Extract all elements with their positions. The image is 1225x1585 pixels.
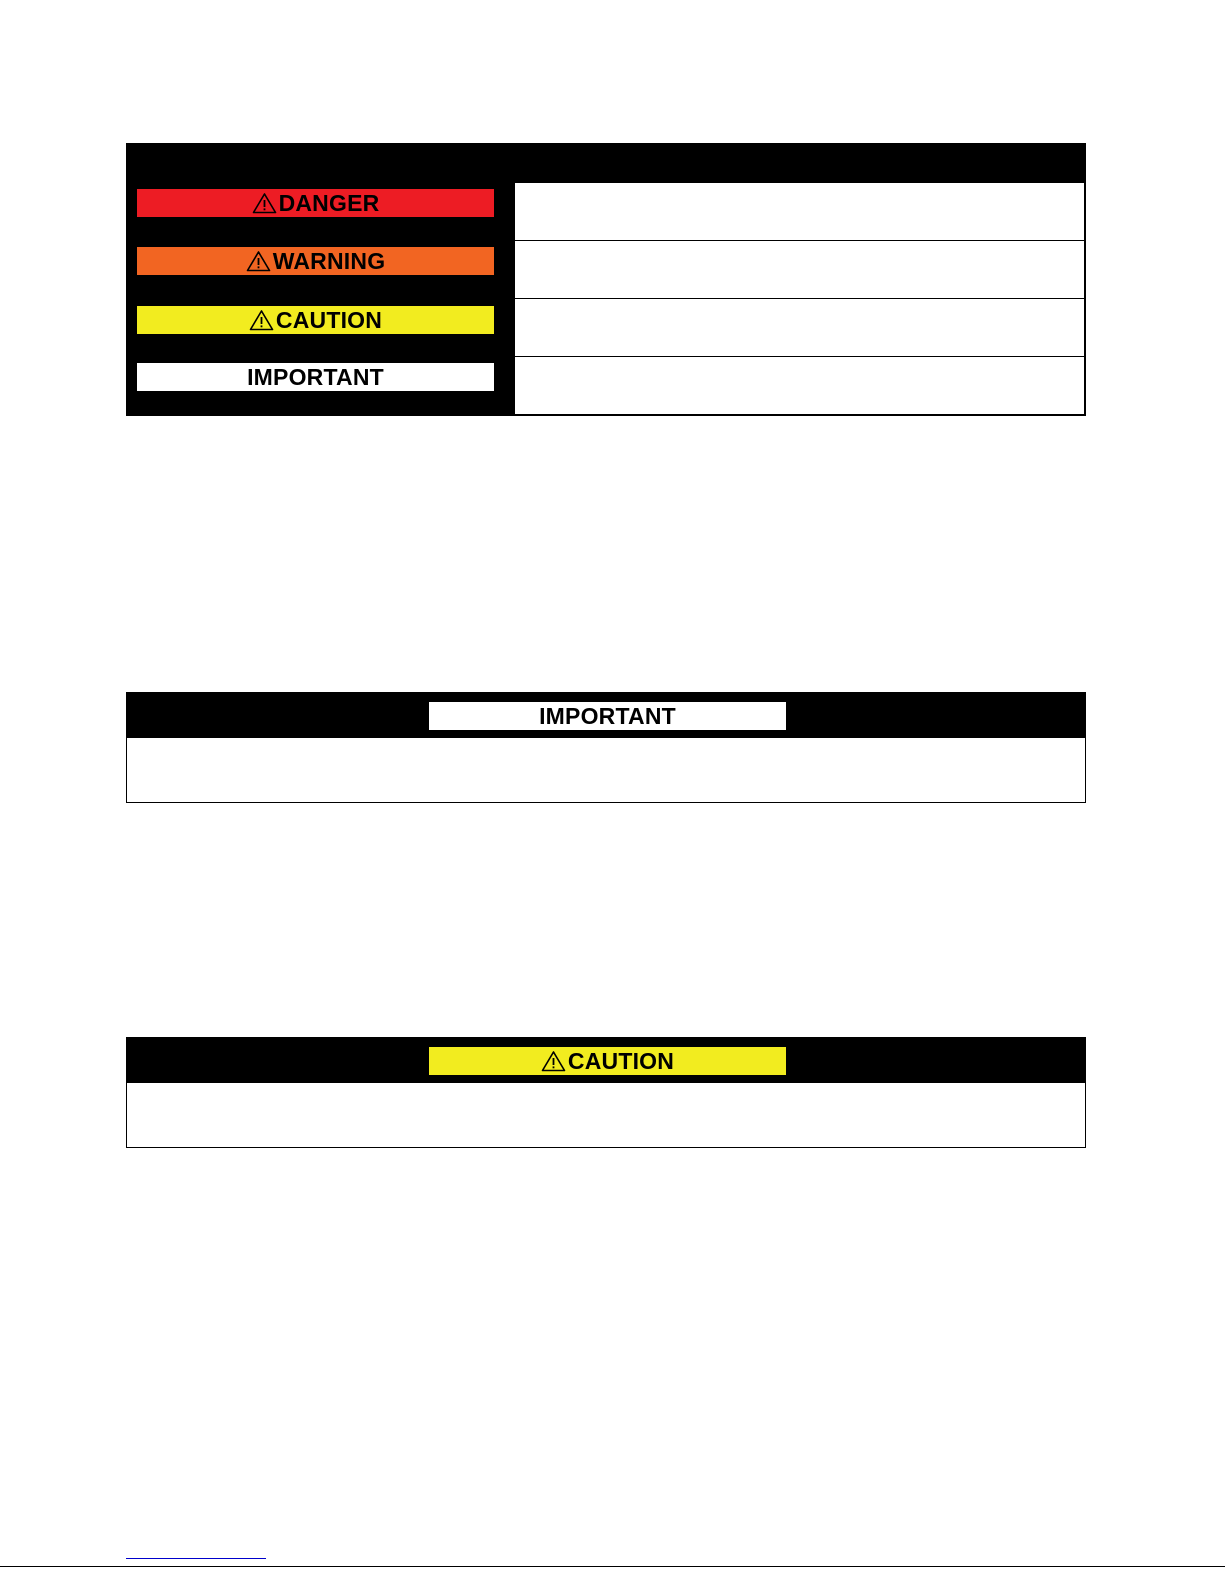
caution-description <box>515 299 1084 357</box>
warning-triangle-icon <box>252 192 277 214</box>
important-label <box>137 363 494 391</box>
warning-triangle-icon <box>249 309 274 331</box>
description-column <box>515 183 1085 415</box>
caution-label-text: CAUTION <box>275 306 383 333</box>
caution-notice-header <box>127 1038 1085 1083</box>
important-label-text: IMPORTANT <box>247 363 384 390</box>
signal-word-table <box>126 143 1086 416</box>
warning-triangle-icon <box>246 250 271 272</box>
warning-label-text: WARNING <box>272 247 386 274</box>
caution-notice <box>126 1037 1086 1148</box>
important-notice <box>126 692 1086 803</box>
caution-notice-label <box>429 1047 786 1075</box>
important-notice-label-text: IMPORTANT <box>539 702 676 729</box>
danger-label <box>137 189 494 217</box>
important-notice-label <box>429 702 786 730</box>
danger-description <box>515 183 1084 241</box>
caution-label <box>137 306 494 334</box>
danger-label-text: DANGER <box>278 189 380 216</box>
footer-rule <box>0 1566 1225 1567</box>
important-notice-header <box>127 693 1085 738</box>
important-description <box>515 357 1084 414</box>
warning-label <box>137 247 494 275</box>
warning-description <box>515 241 1084 299</box>
footer-link-underline <box>126 1558 266 1559</box>
warning-triangle-icon <box>541 1050 566 1072</box>
caution-notice-label-text: CAUTION <box>567 1047 675 1074</box>
